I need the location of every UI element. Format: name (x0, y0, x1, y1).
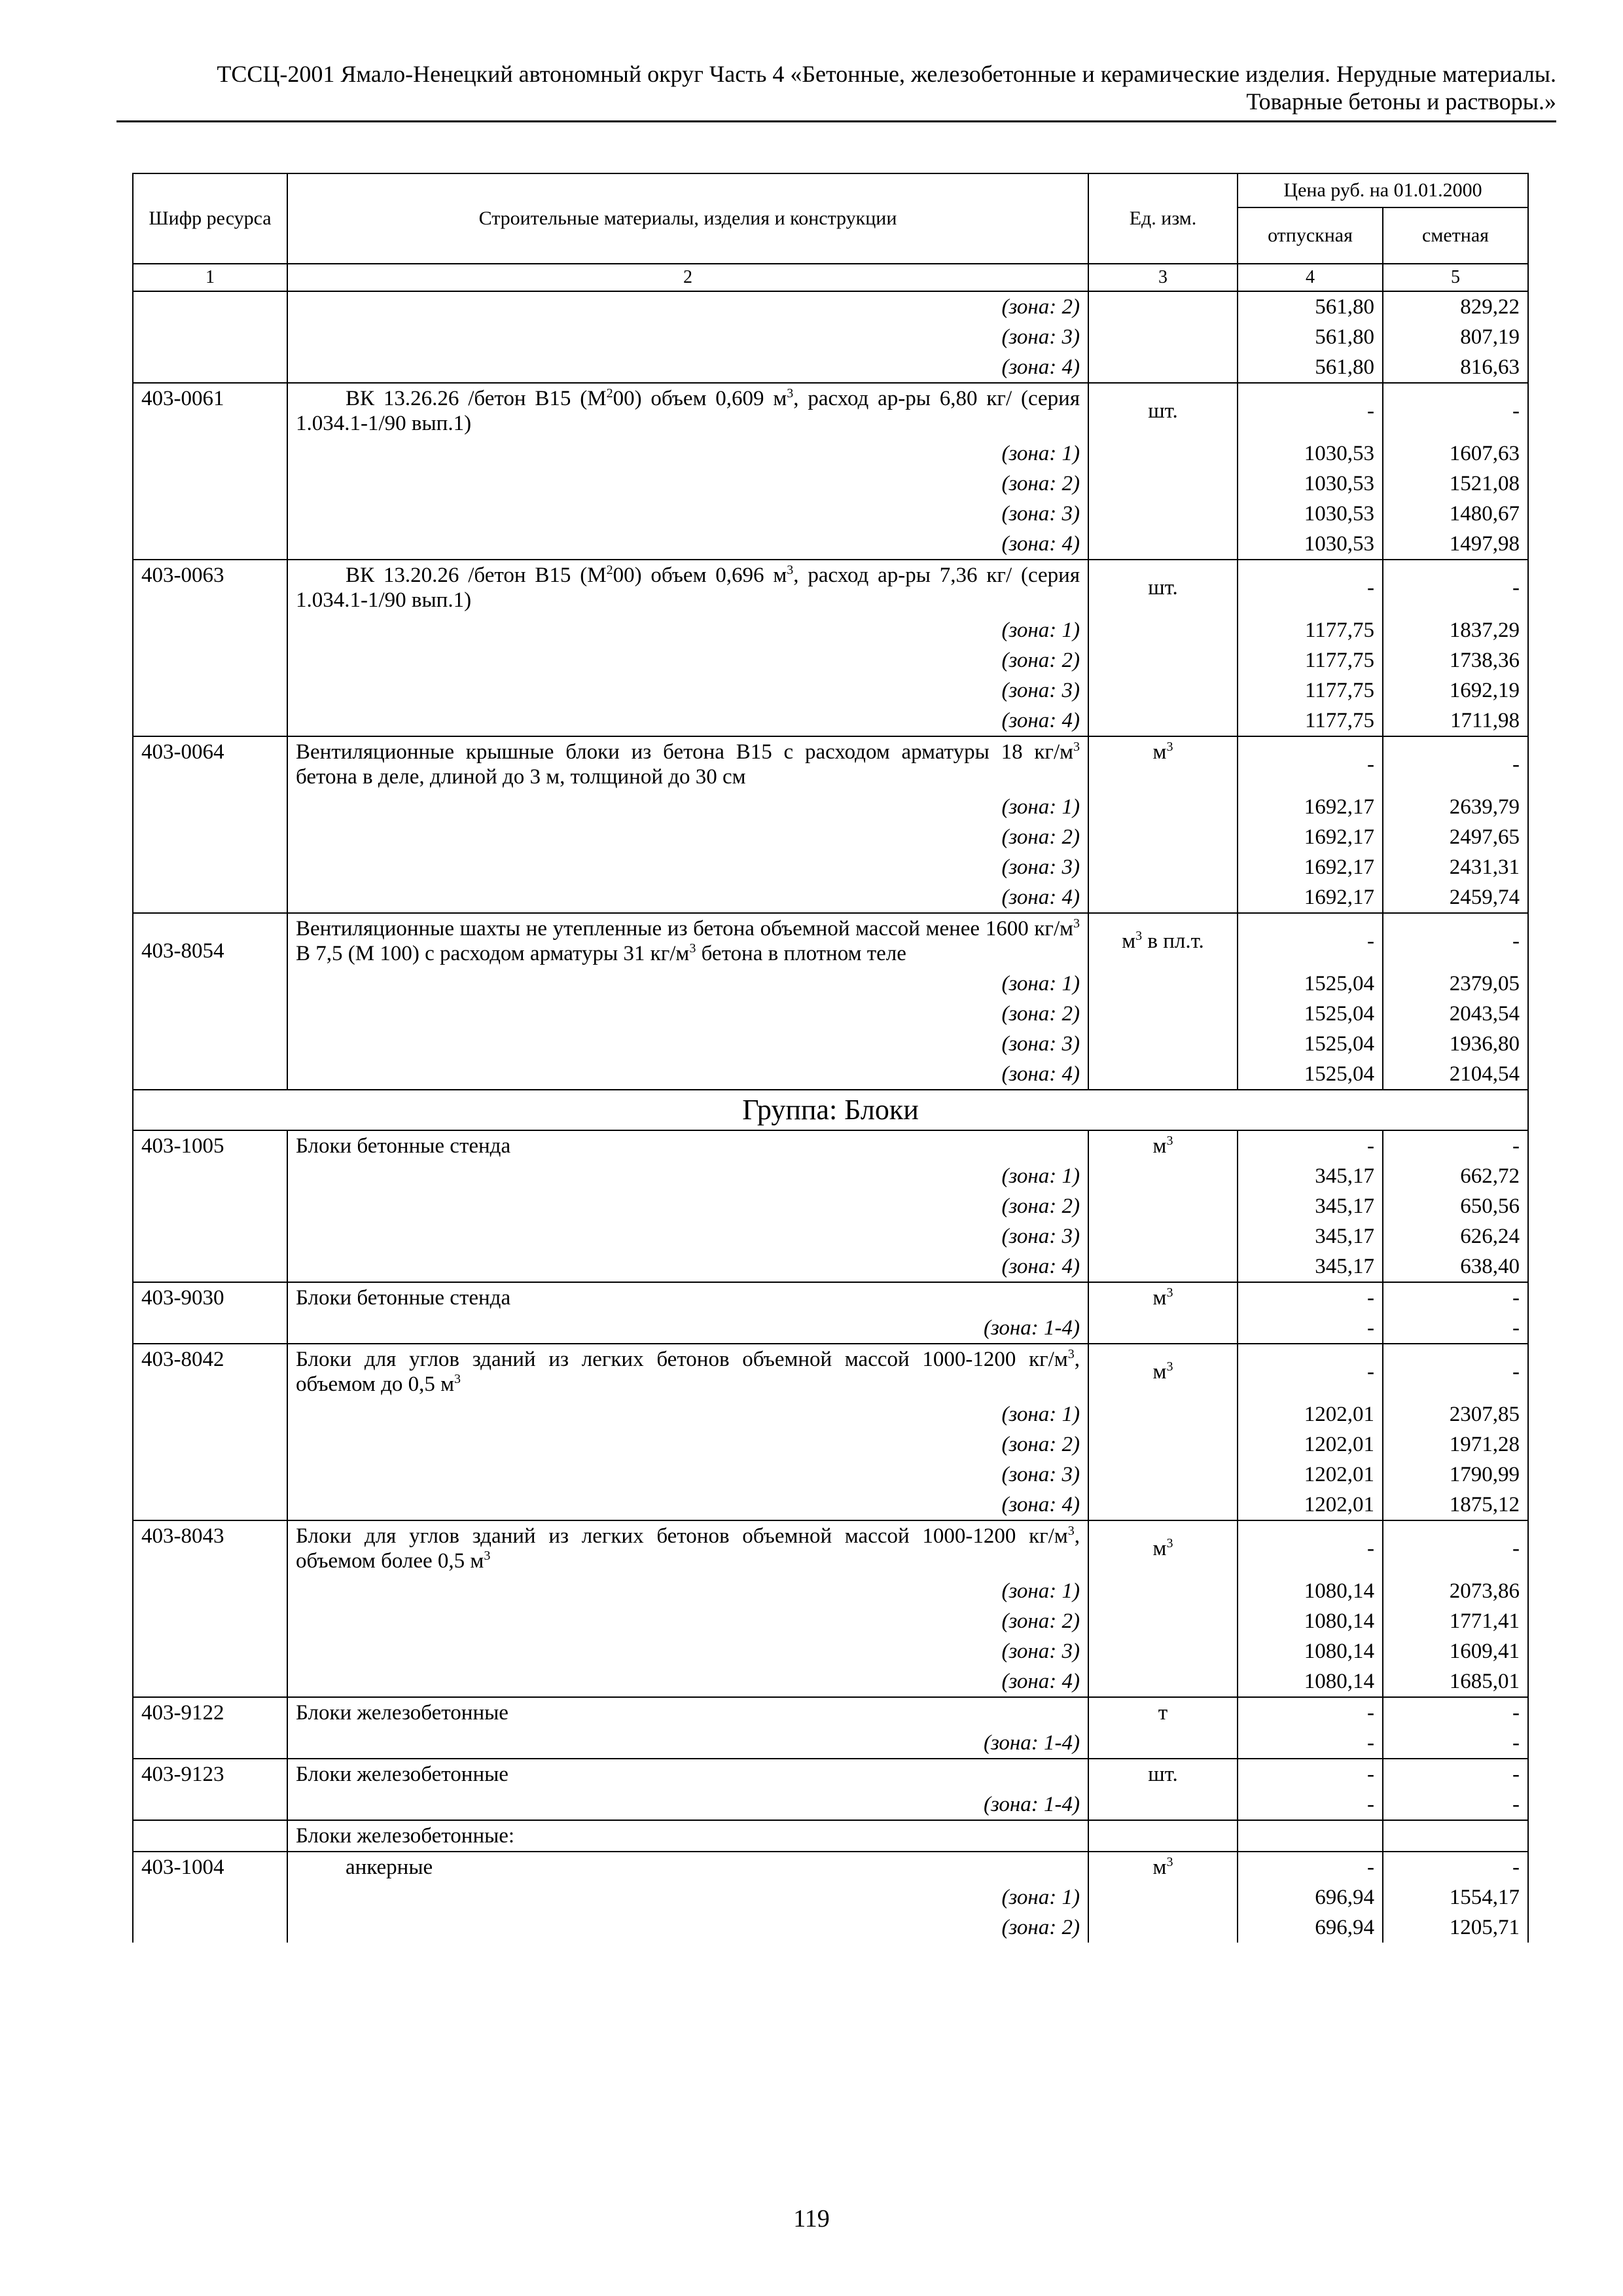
header-rule (116, 120, 1556, 122)
price-release: - (1238, 560, 1383, 615)
price-release: 1177,75 (1238, 675, 1383, 706)
zone-row (133, 675, 1528, 706)
zone-row (133, 469, 1528, 499)
resource-name: Блоки железобетонные (287, 1697, 1088, 1728)
price-release: 1525,04 (1238, 1029, 1383, 1059)
col-head-unit: Ед. изм. (1088, 173, 1238, 264)
resource-unit: $м^3$ (1088, 736, 1238, 792)
resource-code: 403-9123 (133, 1759, 287, 1789)
price-release: - (1238, 1728, 1383, 1759)
zone-label: (зона: 1) (287, 969, 1088, 999)
zone-row (133, 1029, 1528, 1059)
price-release: 696,94 (1238, 1912, 1383, 1943)
resource-row (133, 1852, 1528, 1882)
zone-label: (зона: 2) (287, 291, 1088, 322)
price-estimate: - (1383, 913, 1528, 969)
zone-row (133, 1059, 1528, 1090)
resource-name: Блоки для углов зданий из легких бетонов объемной массой 1000-1200 $кг/м^3$, объемом до 0,5 $м^3$ (287, 1344, 1088, 1399)
price-estimate: - (1383, 383, 1528, 439)
price-release: - (1238, 1282, 1383, 1313)
zone-label: (зона: 1-4) (287, 1313, 1088, 1344)
price-release: 345,17 (1238, 1221, 1383, 1251)
price-release: 1692,17 (1238, 822, 1383, 852)
price-release: 1177,75 (1238, 615, 1383, 645)
zone-row (133, 1460, 1528, 1490)
zone-label: (зона: 4) (287, 352, 1088, 383)
price-estimate: - (1383, 1344, 1528, 1399)
zone-label: (зона: 1) (287, 1399, 1088, 1429)
resource-code: 403-0063 (133, 560, 287, 615)
price-release: - (1238, 1130, 1383, 1161)
price-release: 1525,04 (1238, 999, 1383, 1029)
price-estimate: 1738,36 (1383, 645, 1528, 675)
resource-name: ВК 13.26.26 /бетон B15 $(M^200)$ объем 0,609 $м^3$, расход ар-ры 6,80 кг/ (серия 1.034.1-1/90 вып.1) (287, 383, 1088, 439)
resource-row (133, 1282, 1528, 1313)
price-release: 1080,14 (1238, 1576, 1383, 1606)
price-release: - (1238, 383, 1383, 439)
resource-name: Блоки для углов зданий из легких бетонов объемной массой 1000-1200 $кг/м^3$, объемом более 0,5 $м^3$ (287, 1520, 1088, 1576)
price-release: 561,80 (1238, 352, 1383, 383)
zone-row (133, 1636, 1528, 1666)
price-release: 696,94 (1238, 1882, 1383, 1912)
zone-row (133, 1221, 1528, 1251)
resource-unit: $м^3$ в пл.т. (1088, 913, 1238, 969)
price-release: 1525,04 (1238, 969, 1383, 999)
price-estimate: 2104,54 (1383, 1059, 1528, 1090)
zone-row (133, 439, 1528, 469)
zone-label: (зона: 4) (287, 529, 1088, 560)
price-release: 1030,53 (1238, 469, 1383, 499)
resource-unit: шт. (1088, 1759, 1238, 1789)
price-estimate: 1936,80 (1383, 1029, 1528, 1059)
zone-row (133, 969, 1528, 999)
price-estimate: 1971,28 (1383, 1429, 1528, 1460)
zone-label: (зона: 1-4) (287, 1789, 1088, 1820)
zone-label: (зона: 4) (287, 1251, 1088, 1282)
resource-unit: $м^3$ (1088, 1852, 1238, 1882)
price-estimate: 1771,41 (1383, 1606, 1528, 1636)
resource-code: 403-8042 (133, 1344, 287, 1399)
resource-name: анкерные (287, 1852, 1088, 1882)
resource-code: 403-9030 (133, 1282, 287, 1313)
resource-unit: $м^3$ (1088, 1282, 1238, 1313)
price-estimate: 1205,71 (1383, 1912, 1528, 1943)
resource-row (133, 1520, 1528, 1576)
group-row (133, 1090, 1528, 1130)
zone-label: (зона: 4) (287, 1490, 1088, 1520)
price-release: 1177,75 (1238, 706, 1383, 736)
price-estimate: - (1383, 1130, 1528, 1161)
resource-code: 403-0064 (133, 736, 287, 792)
table-header (133, 173, 1528, 291)
zone-label: (зона: 1) (287, 1161, 1088, 1191)
zone-label: (зона: 4) (287, 882, 1088, 913)
resource-code: 403-1005 (133, 1130, 287, 1161)
price-estimate: 2379,05 (1383, 969, 1528, 999)
price-estimate: - (1383, 1520, 1528, 1576)
price-estimate: 2639,79 (1383, 792, 1528, 822)
price-estimate: 1521,08 (1383, 469, 1528, 499)
price-release: 1177,75 (1238, 645, 1383, 675)
zone-row (133, 291, 1528, 322)
price-estimate: - (1383, 1728, 1528, 1759)
zone-label: (зона: 3) (287, 499, 1088, 529)
col-number-4: 4 (1238, 264, 1383, 291)
zone-label: (зона: 3) (287, 852, 1088, 882)
resource-code: 403-8054 (133, 913, 287, 969)
resource-row (133, 560, 1528, 615)
price-release: 345,17 (1238, 1191, 1383, 1221)
running-header (116, 60, 1556, 115)
group-title: Группа: Блоки (133, 1090, 1528, 1130)
price-estimate: 1497,98 (1383, 529, 1528, 560)
price-estimate: 1875,12 (1383, 1490, 1528, 1520)
zone-row (133, 1191, 1528, 1221)
resource-code: 403-9122 (133, 1697, 287, 1728)
price-release: 1202,01 (1238, 1429, 1383, 1460)
resource-name: Блоки бетонные стенда (287, 1282, 1088, 1313)
resource-unit: $м^3$ (1088, 1520, 1238, 1576)
col-head-price: Цена руб. на 01.01.2000 (1238, 173, 1528, 207)
resource-code: 403-8043 (133, 1520, 287, 1576)
price-release: 1080,14 (1238, 1666, 1383, 1697)
resource-row (133, 1697, 1528, 1728)
price-release: 1692,17 (1238, 792, 1383, 822)
zone-label: (зона: 2) (287, 1606, 1088, 1636)
col-number-2: 2 (287, 264, 1088, 291)
page-number: 119 (793, 2205, 830, 2233)
col-number-1: 1 (133, 264, 287, 291)
price-estimate: 650,56 (1383, 1191, 1528, 1221)
price-estimate: 1554,17 (1383, 1882, 1528, 1912)
price-estimate: 2431,31 (1383, 852, 1528, 882)
resource-row (133, 1344, 1528, 1399)
price-release: 345,17 (1238, 1161, 1383, 1191)
zone-label: (зона: 4) (287, 1059, 1088, 1090)
zone-label: (зона: 1-4) (287, 1728, 1088, 1759)
resource-row (133, 1130, 1528, 1161)
resource-name: Вентиляционные шахты не утепленные из бетона объемной массой менее 1600 $кг/м^3$ В 7,5 (М 100) с расходом арматуры 31 $кг/м^3$ бетона в плотном теле (287, 913, 1088, 969)
zone-row (133, 615, 1528, 645)
price-release: 1080,14 (1238, 1606, 1383, 1636)
price-estimate: 1790,99 (1383, 1460, 1528, 1490)
zone-row (133, 706, 1528, 736)
zone-row (133, 1912, 1528, 1943)
zone-label: (зона: 3) (287, 675, 1088, 706)
price-estimate: 1837,29 (1383, 615, 1528, 645)
price-estimate: 1480,67 (1383, 499, 1528, 529)
zone-row (133, 645, 1528, 675)
zone-row (133, 1789, 1528, 1820)
price-estimate: - (1383, 1852, 1528, 1882)
zone-row (133, 1666, 1528, 1697)
resource-row (133, 913, 1528, 969)
zone-row (133, 1882, 1528, 1912)
price-estimate: - (1383, 1697, 1528, 1728)
resource-code: 403-0061 (133, 383, 287, 439)
price-release: 1030,53 (1238, 499, 1383, 529)
price-release: 1525,04 (1238, 1059, 1383, 1090)
zone-row (133, 322, 1528, 352)
zone-row (133, 1490, 1528, 1520)
price-release: - (1238, 1697, 1383, 1728)
zone-row (133, 1161, 1528, 1191)
zone-label: (зона: 1) (287, 439, 1088, 469)
price-estimate: - (1383, 1759, 1528, 1789)
zone-label: (зона: 2) (287, 469, 1088, 499)
zone-row (133, 529, 1528, 560)
resource-name: ВК 13.20.26 /бетон B15 $(M^200)$ объем 0,696 $м^3$, расход ар-ры 7,36 кг/ (серия 1.034.1-1/90 вып.1) (287, 560, 1088, 615)
zone-row (133, 792, 1528, 822)
price-estimate: 816,63 (1383, 352, 1528, 383)
resource-name: Блоки бетонные стенда (287, 1130, 1088, 1161)
zone-row (133, 822, 1528, 852)
price-release: 1202,01 (1238, 1460, 1383, 1490)
price-estimate: 1609,41 (1383, 1636, 1528, 1666)
resource-unit: $м^3$ (1088, 1130, 1238, 1161)
price-estimate: - (1383, 1282, 1528, 1313)
price-release: 1202,01 (1238, 1399, 1383, 1429)
zone-label: (зона: 2) (287, 822, 1088, 852)
zone-label: (зона: 3) (287, 1221, 1088, 1251)
col-head-release: отпускная (1238, 207, 1383, 264)
zone-row (133, 1576, 1528, 1606)
zone-label: (зона: 3) (287, 322, 1088, 352)
zone-label: (зона: 1) (287, 1576, 1088, 1606)
col-head-estimate: сметная (1383, 207, 1528, 264)
price-estimate: 626,24 (1383, 1221, 1528, 1251)
resource-unit: шт. (1088, 560, 1238, 615)
price-release: - (1238, 1852, 1383, 1882)
price-release: - (1238, 913, 1383, 969)
zone-row (133, 352, 1528, 383)
resource-row (133, 736, 1528, 792)
zone-label: (зона: 2) (287, 1912, 1088, 1943)
price-release: - (1238, 1789, 1383, 1820)
zone-label: (зона: 4) (287, 1666, 1088, 1697)
price-release: 561,80 (1238, 291, 1383, 322)
zone-label: (зона: 1) (287, 1882, 1088, 1912)
price-release: 1692,17 (1238, 882, 1383, 913)
resource-code: 403-1004 (133, 1852, 287, 1882)
price-estimate: 2043,54 (1383, 999, 1528, 1029)
zone-label: (зона: 3) (287, 1636, 1088, 1666)
resource-unit: шт. (1088, 383, 1238, 439)
zone-row (133, 1606, 1528, 1636)
col-head-code: Шифр ресурса (133, 173, 287, 264)
price-release: - (1238, 1759, 1383, 1789)
col-number-3: 3 (1088, 264, 1238, 291)
price-release: 1692,17 (1238, 852, 1383, 882)
price-release: 1030,53 (1238, 439, 1383, 469)
zone-row (133, 1313, 1528, 1344)
price-estimate: 1685,01 (1383, 1666, 1528, 1697)
price-estimate: 807,19 (1383, 322, 1528, 352)
resource-unit: $м^3$ (1088, 1344, 1238, 1399)
price-estimate: 829,22 (1383, 291, 1528, 322)
zone-row (133, 1429, 1528, 1460)
price-estimate: 1711,98 (1383, 706, 1528, 736)
zone-label: (зона: 2) (287, 1429, 1088, 1460)
table-body (133, 291, 1528, 1943)
price-estimate: - (1383, 560, 1528, 615)
price-release: - (1238, 1344, 1383, 1399)
zone-label: (зона: 4) (287, 706, 1088, 736)
header-line-1: ТССЦ-2001 Ямало-Ненецкий автономный округ Часть 4 «Бетонные, железобетонные и керамические изделия. Нерудные материалы. (217, 61, 1556, 87)
resource-row (133, 383, 1528, 439)
price-estimate: 2073,86 (1383, 1576, 1528, 1606)
zone-row (133, 852, 1528, 882)
zone-label: (зона: 3) (287, 1460, 1088, 1490)
zone-row (133, 1728, 1528, 1759)
price-table (132, 173, 1529, 1943)
zone-label: (зона: 1) (287, 615, 1088, 645)
price-release: - (1238, 1520, 1383, 1576)
zone-label: (зона: 2) (287, 999, 1088, 1029)
price-estimate: 1692,19 (1383, 675, 1528, 706)
price-estimate: 1607,63 (1383, 439, 1528, 469)
price-release: 1202,01 (1238, 1490, 1383, 1520)
resource-name: Вентиляционные крышные блоки из бетона B15 с расходом арматуры 18 $кг/м^3$ бетона в деле, длиной до 3 м, толщиной до 30 см (287, 736, 1088, 792)
price-estimate: 2307,85 (1383, 1399, 1528, 1429)
header-line-2: Товарные бетоны и растворы.» (1246, 88, 1556, 115)
zone-label: (зона: 1) (287, 792, 1088, 822)
zone-label: (зона: 2) (287, 1191, 1088, 1221)
resource-row (133, 1759, 1528, 1789)
price-estimate: 2459,74 (1383, 882, 1528, 913)
price-estimate: 662,72 (1383, 1161, 1528, 1191)
zone-label: (зона: 2) (287, 645, 1088, 675)
price-estimate: 2497,65 (1383, 822, 1528, 852)
price-release: 561,80 (1238, 322, 1383, 352)
resource-name: Блоки железобетонные (287, 1759, 1088, 1789)
zone-row (133, 499, 1528, 529)
price-estimate: 638,40 (1383, 1251, 1528, 1282)
price-estimate: - (1383, 736, 1528, 792)
zone-row (133, 999, 1528, 1029)
zone-row (133, 1251, 1528, 1282)
col-number-5: 5 (1383, 264, 1528, 291)
price-release: 1080,14 (1238, 1636, 1383, 1666)
resource-unit: т (1088, 1697, 1238, 1728)
price-release: 345,17 (1238, 1251, 1383, 1282)
col-head-name: Строительные материалы, изделия и конструкции (287, 173, 1088, 264)
price-release: - (1238, 736, 1383, 792)
zone-row (133, 882, 1528, 913)
price-estimate: - (1383, 1789, 1528, 1820)
price-release: - (1238, 1313, 1383, 1344)
zone-row (133, 1399, 1528, 1429)
price-estimate: - (1383, 1313, 1528, 1344)
zone-label: (зона: 3) (287, 1029, 1088, 1059)
price-release: 1030,53 (1238, 529, 1383, 560)
subheading-row (133, 1820, 1528, 1852)
subheading: Блоки железобетонные: (287, 1820, 1088, 1852)
